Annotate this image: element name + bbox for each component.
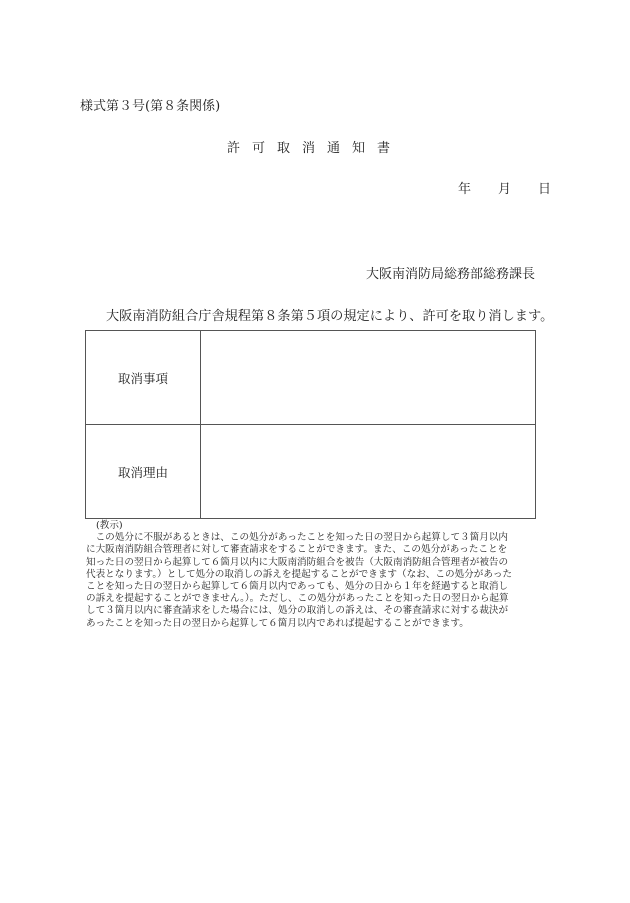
notice-line: ことを知った日の翌日から起算して６箇月以内であっても、処分の日から１年を経過すると取消し <box>86 581 509 593</box>
title-char: 書 <box>377 141 391 156</box>
notice-line: して３箇月以内に審査請求をした場合には、処分の取消しの訴えは、その審査請求に対する裁決が <box>86 605 509 617</box>
title-char: 取 <box>277 141 291 156</box>
notice-line: に大阪南消防組合管理者に対して審査請求をすることができます。また、この処分があったことを <box>86 544 508 556</box>
notice-line: の訴えを提起することができません。）。ただし、この処分があったことを知った日の翌日から起算 <box>86 593 509 605</box>
cancellation-reason-label: 取消理由 <box>86 425 201 519</box>
appeal-notice <box>86 520 546 630</box>
title-char: 可 <box>252 141 266 156</box>
document-title <box>227 137 402 156</box>
title-char: 許 <box>227 141 241 156</box>
table-row <box>86 425 536 519</box>
cancelled-item-field[interactable] <box>201 331 536 425</box>
date-month-label: 月 <box>498 182 512 197</box>
date-day-blank <box>511 178 538 197</box>
issuer-name: 大阪南消防局総務部総務課長 <box>366 267 536 282</box>
date-day-label: 日 <box>538 182 552 197</box>
date-year-label: 年 <box>458 182 472 197</box>
statement: 大阪南消防組合庁舎規程第８条第５項の規定により、許可を取り消します。 <box>106 309 554 324</box>
cancelled-item-label: 取消事項 <box>86 331 201 425</box>
title-char: 消 <box>302 141 316 156</box>
table-row <box>86 331 536 425</box>
notice-line: 代表となります。）として処分の取消しの訴えを提起することができます（なお、この処分があった <box>86 568 513 580</box>
notice-line: 知った日の翌日から起算して６箇月以内に大阪南消防組合を被告（大阪南消防組合管理者が被告の <box>86 556 509 568</box>
date-month-blank <box>471 178 498 197</box>
title-char: 通 <box>327 141 341 156</box>
notice-line: この処分に不服があるときは、この処分があったことを知った日の翌日から起算して３箇月以内 <box>86 532 509 544</box>
notice-line: あったことを知った日の翌日から起算して６箇月以内であれば提起することができます。 <box>86 617 469 629</box>
date-line <box>458 178 551 197</box>
title-char: 知 <box>352 141 366 156</box>
form-number: 様式第３号(第８条関係) <box>80 99 221 114</box>
notice-heading: (教示) <box>96 520 123 531</box>
cancellation-table <box>85 330 536 519</box>
cancellation-reason-field[interactable] <box>201 425 536 519</box>
